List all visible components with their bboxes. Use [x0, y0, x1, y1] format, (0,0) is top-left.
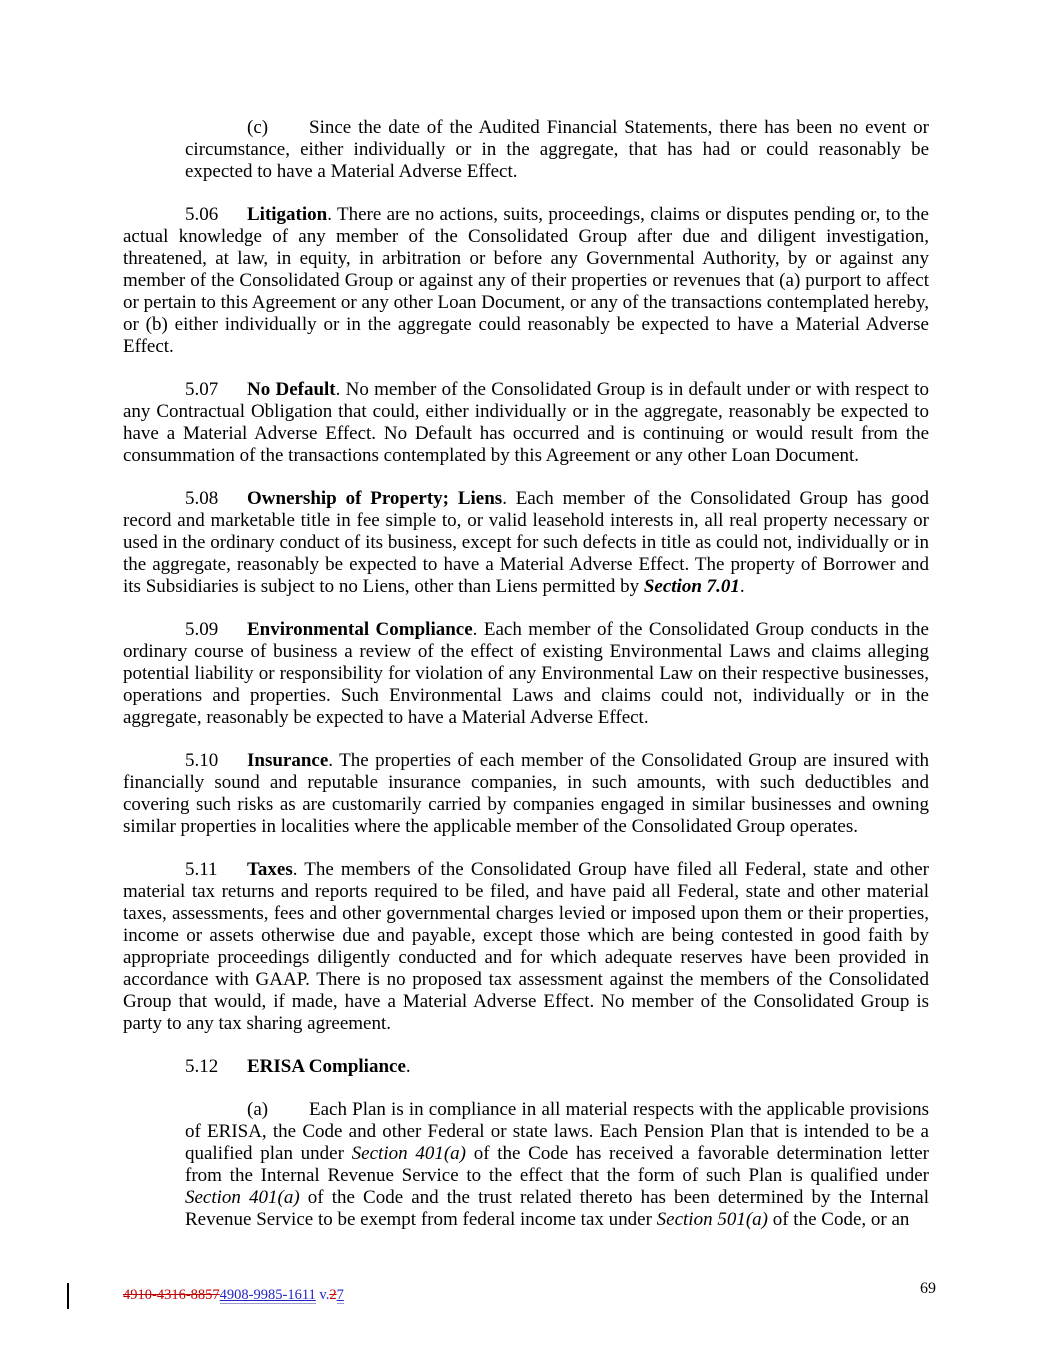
version-label: v.: [315, 1287, 330, 1303]
paragraph-label: 5.10: [185, 750, 219, 771]
inserted-doc-id: 4908-9985-1611: [219, 1287, 316, 1303]
text-run: . Each member of the Consolidated Group conducts in the ordinary course of business a review of the effect of existing Environmental Laws and claims alleging potential liability or responsibility for violation of any Environmental Law on their respective businesses, operations and properties. Such Environmental Laws and claims could not, individually or in the aggregate, reasonably be expected to have a Material Adverse Effect.: [123, 619, 929, 728]
paragraph-section-5.07: [123, 379, 929, 467]
text-run: Section 501(a): [656, 1209, 768, 1230]
paragraph-label: 5.11: [185, 859, 218, 880]
paragraph-section-5.12: [123, 1056, 929, 1078]
paragraph-label: 5.12: [185, 1056, 219, 1077]
text-run: . The members of the Consolidated Group have filed all Federal, state and other material tax returns and reports required to be filed, and have paid all Federal, state and other material taxes, assessments, fees and other governmental charges levied or imposed upon them or their properties, income or assets otherwise due and payable, except those which are being contested in good faith by appropriate proceedings diligently conducted and for which adequate reserves have been provided in accordance with GAAP. There is no proposed tax assessment against the members of the Consolidated Group that would, if made, have a Material Adverse Effect. No member of the Consolidated Group is party to any tax sharing agreement.: [123, 859, 929, 1034]
inserted-version: 7: [336, 1287, 344, 1303]
text-run: Litigation: [247, 204, 328, 225]
text-run: . There are no actions, suits, proceedings, claims or disputes pending or, to the actual knowledge of any member of the Consolidated Group after due and diligent investigation, threatened, at law, in equity, in arbitration or before any Governmental Authority, by or against any member of the Consolidated Group or against any of their properties or revenues that (a) purport to affect or pertain to this Agreement or any other Loan Document, or any of the transactions contemplated hereby, or (b) either individually or in the aggregate could reasonably be expected to have a Material Adverse Effect.: [123, 204, 930, 357]
text-run: Environmental Compliance: [247, 619, 473, 640]
text-run: Insurance: [247, 750, 329, 771]
paragraph-label: 5.09: [185, 619, 219, 640]
text-run: .: [739, 576, 745, 597]
text-run: of the Code and the trust related thereto has been determined by the Internal Revenue Service to be exempt from federal income tax under: [185, 1187, 930, 1230]
paragraph-label: 5.07: [185, 379, 219, 400]
text-run: Each Plan is in compliance in all material respects with the applicable provisions of ERISA, the Code and other Federal or state laws. Each Pension Plan that is intended to be a qualified plan under: [185, 1099, 929, 1164]
deleted-doc-id: 4910-4316-8857: [123, 1287, 220, 1303]
text-run: Section 7.01: [643, 576, 740, 597]
text-run: Taxes: [247, 859, 293, 880]
text-run: Section 401(a): [351, 1143, 466, 1164]
text-run: .: [405, 1056, 411, 1077]
paragraph-subsection-a: [185, 1099, 929, 1231]
page-number: 69: [920, 1280, 936, 1297]
paragraph-label: 5.06: [185, 204, 219, 225]
text-run: Ownership of Property; Liens: [247, 488, 503, 509]
paragraph-section-5.06: [123, 204, 929, 358]
text-run: . Each member of the Consolidated Group has good record and marketable title in fee simple to, or valid leasehold interests in, all real property necessary or used in the ordinary conduct of its business, except for such defects in title as could not, individually or in the aggregate, reasonably be expected to have a Material Adverse Effect. The property of Borrower and its Subsidiaries is subject to no Liens, other than Liens permitted by: [123, 488, 929, 597]
text-run: of the Code has received a favorable determination letter from the Internal Revenue Service to the effect that the form of such Plan is qualified under: [185, 1143, 930, 1186]
document-id-redline: [123, 1287, 344, 1303]
paragraph-label: (c): [247, 117, 269, 138]
paragraph-section-5.11: [123, 859, 929, 1035]
document-body: [123, 117, 929, 1252]
text-run: of the Code, or an: [767, 1209, 910, 1230]
text-run: . No member of the Consolidated Group is in default under or with respect to any Contractual Obligation that could, either individually or in the aggregate, reasonably be expected to have a Material Adverse Effect. No Default has occurred and is continuing or would result from the consummation of the transactions contemplated by this Agreement or any other Loan Document.: [123, 379, 929, 466]
text-run: No Default: [247, 379, 336, 400]
paragraph-section-5.08: [123, 488, 929, 598]
deleted-version: 2: [329, 1287, 337, 1303]
paragraph-label: (a): [247, 1099, 269, 1120]
paragraph-section-5.10: [123, 750, 929, 838]
text-run: Section 401(a): [185, 1187, 300, 1208]
text-run: Since the date of the Audited Financial Statements, there has been no event or circumstance, either individually or in the aggregate, that has had or could reasonably be expected to have a Material Adverse Effect.: [185, 117, 929, 182]
text-run: . The properties of each member of the Consolidated Group are insured with financially sound and reputable insurance companies, in such amounts, with such deductibles and covering such risks as are customarily carried by companies engaged in similar businesses and owning similar properties in localities where the applicable member of the Consolidated Group operates.: [123, 750, 929, 837]
paragraph-section-5.09: [123, 619, 929, 729]
paragraph-label: 5.08: [185, 488, 219, 509]
text-run: ERISA Compliance: [247, 1056, 406, 1077]
paragraph-subsection-c: [185, 117, 929, 183]
change-bar: [67, 1283, 69, 1309]
